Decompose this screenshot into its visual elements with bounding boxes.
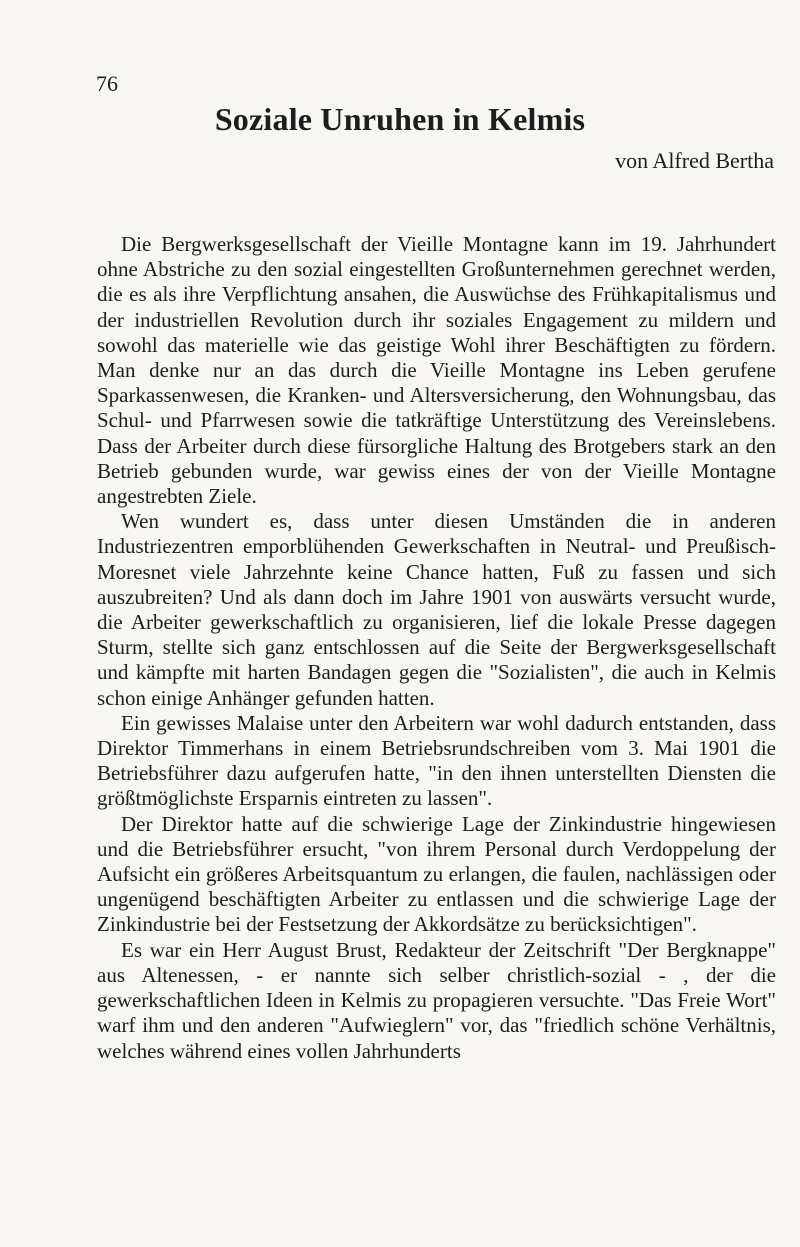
paragraph-5: Es war ein Herr August Brust, Redakteur der Zeitschrift "Der Bergknappe" aus Altenessen, - er nannte sich selber christlich-sozial - , der die gewerkschaftlichen Ideen in Kelmis zu propagieren versuchte. "Das Freie Wort" warf ihm und den anderen "Aufwieglern" vor, das "friedlich schöne Verhältnis, welches während eines vollen Jahrhunderts bbox=[97, 937, 776, 1063]
paragraph-1: Die Bergwerksgesellschaft der Vieille Montagne kann im 19. Jahrhundert ohne Abstriche zu den sozial eingestellten Großunternehmen gerechnet werden, die es als ihre Verpflichtung ansahen, die Auswüchse des Frühkapitalismus und der industriellen Revolution durch ihr soziales Engagement zu mildern und sowohl das materielle wie das geistige Wohl ihrer Beschäftigten zu fördern. Man denke nur an das durch die Vieille Montagne ins Leben gerufene Sparkassenwesen, die Kranken- und Altersversicherung, den Wohnungsbau, das Schul- und Pfarrwesen sowie die tatkräftige Unterstützung des Vereinslebens. Dass der Arbeiter durch diese fürsorgliche Haltung des Brotgebers stark an den Betrieb gebunden wurde, war gewiss eines der von der Vieille Montagne angestrebten Ziele. bbox=[97, 232, 776, 509]
page-number: 76 bbox=[96, 71, 118, 96]
paragraph-3: Ein gewisses Malaise unter den Arbeitern war wohl dadurch entstanden, dass Direktor Timmerhans in einem Betriebsrundschreiben vom 3. Mai 1901 die Betriebsführer dazu aufgerufen hatte, "in den ihnen unterstellten Diensten die größtmöglichste Ersparnis eintreten zu lassen". bbox=[97, 710, 776, 811]
paragraph-2: Wen wundert es, dass unter diesen Umständen die in anderen Industriezentren emporblühenden Gewerkschaften in Neutral- und Preußisch-Moresnet viele Jahrzehnte keine Chance hatten, Fuß zu fassen und sich auszubreiten? Und als dann doch im Jahre 1901 von auswärts versucht wurde, die Arbeiter gewerkschaftlich zu organisieren, lief die lokale Presse dagegen Sturm, stellte sich ganz entschlossen auf die Seite der Bergwerksgesellschaft und kämpfte mit harten Bandagen gegen die "Sozialisten", die auch in Kelmis schon einige Anhänger gefunden hatten. bbox=[97, 509, 776, 710]
article-title: Soziale Unruhen in Kelmis bbox=[214, 101, 586, 137]
article-author: von Alfred Bertha bbox=[615, 148, 774, 173]
article-body bbox=[97, 232, 776, 1064]
paragraph-4: Der Direktor hatte auf die schwierige Lage der Zinkindustrie hingewiesen und die Betriebsführer ersucht, "von ihrem Personal durch Verdoppelung der Aufsicht ein größeres Arbeitsquantum zu erlangen, die faulen, nachlässigen oder ungenügend beschäftigten Arbeiter zu entlassen und die schwierige Lage der Zinkindustrie bei der Festsetzung der Akkordsätze zu berücksichtigen". bbox=[97, 811, 776, 937]
